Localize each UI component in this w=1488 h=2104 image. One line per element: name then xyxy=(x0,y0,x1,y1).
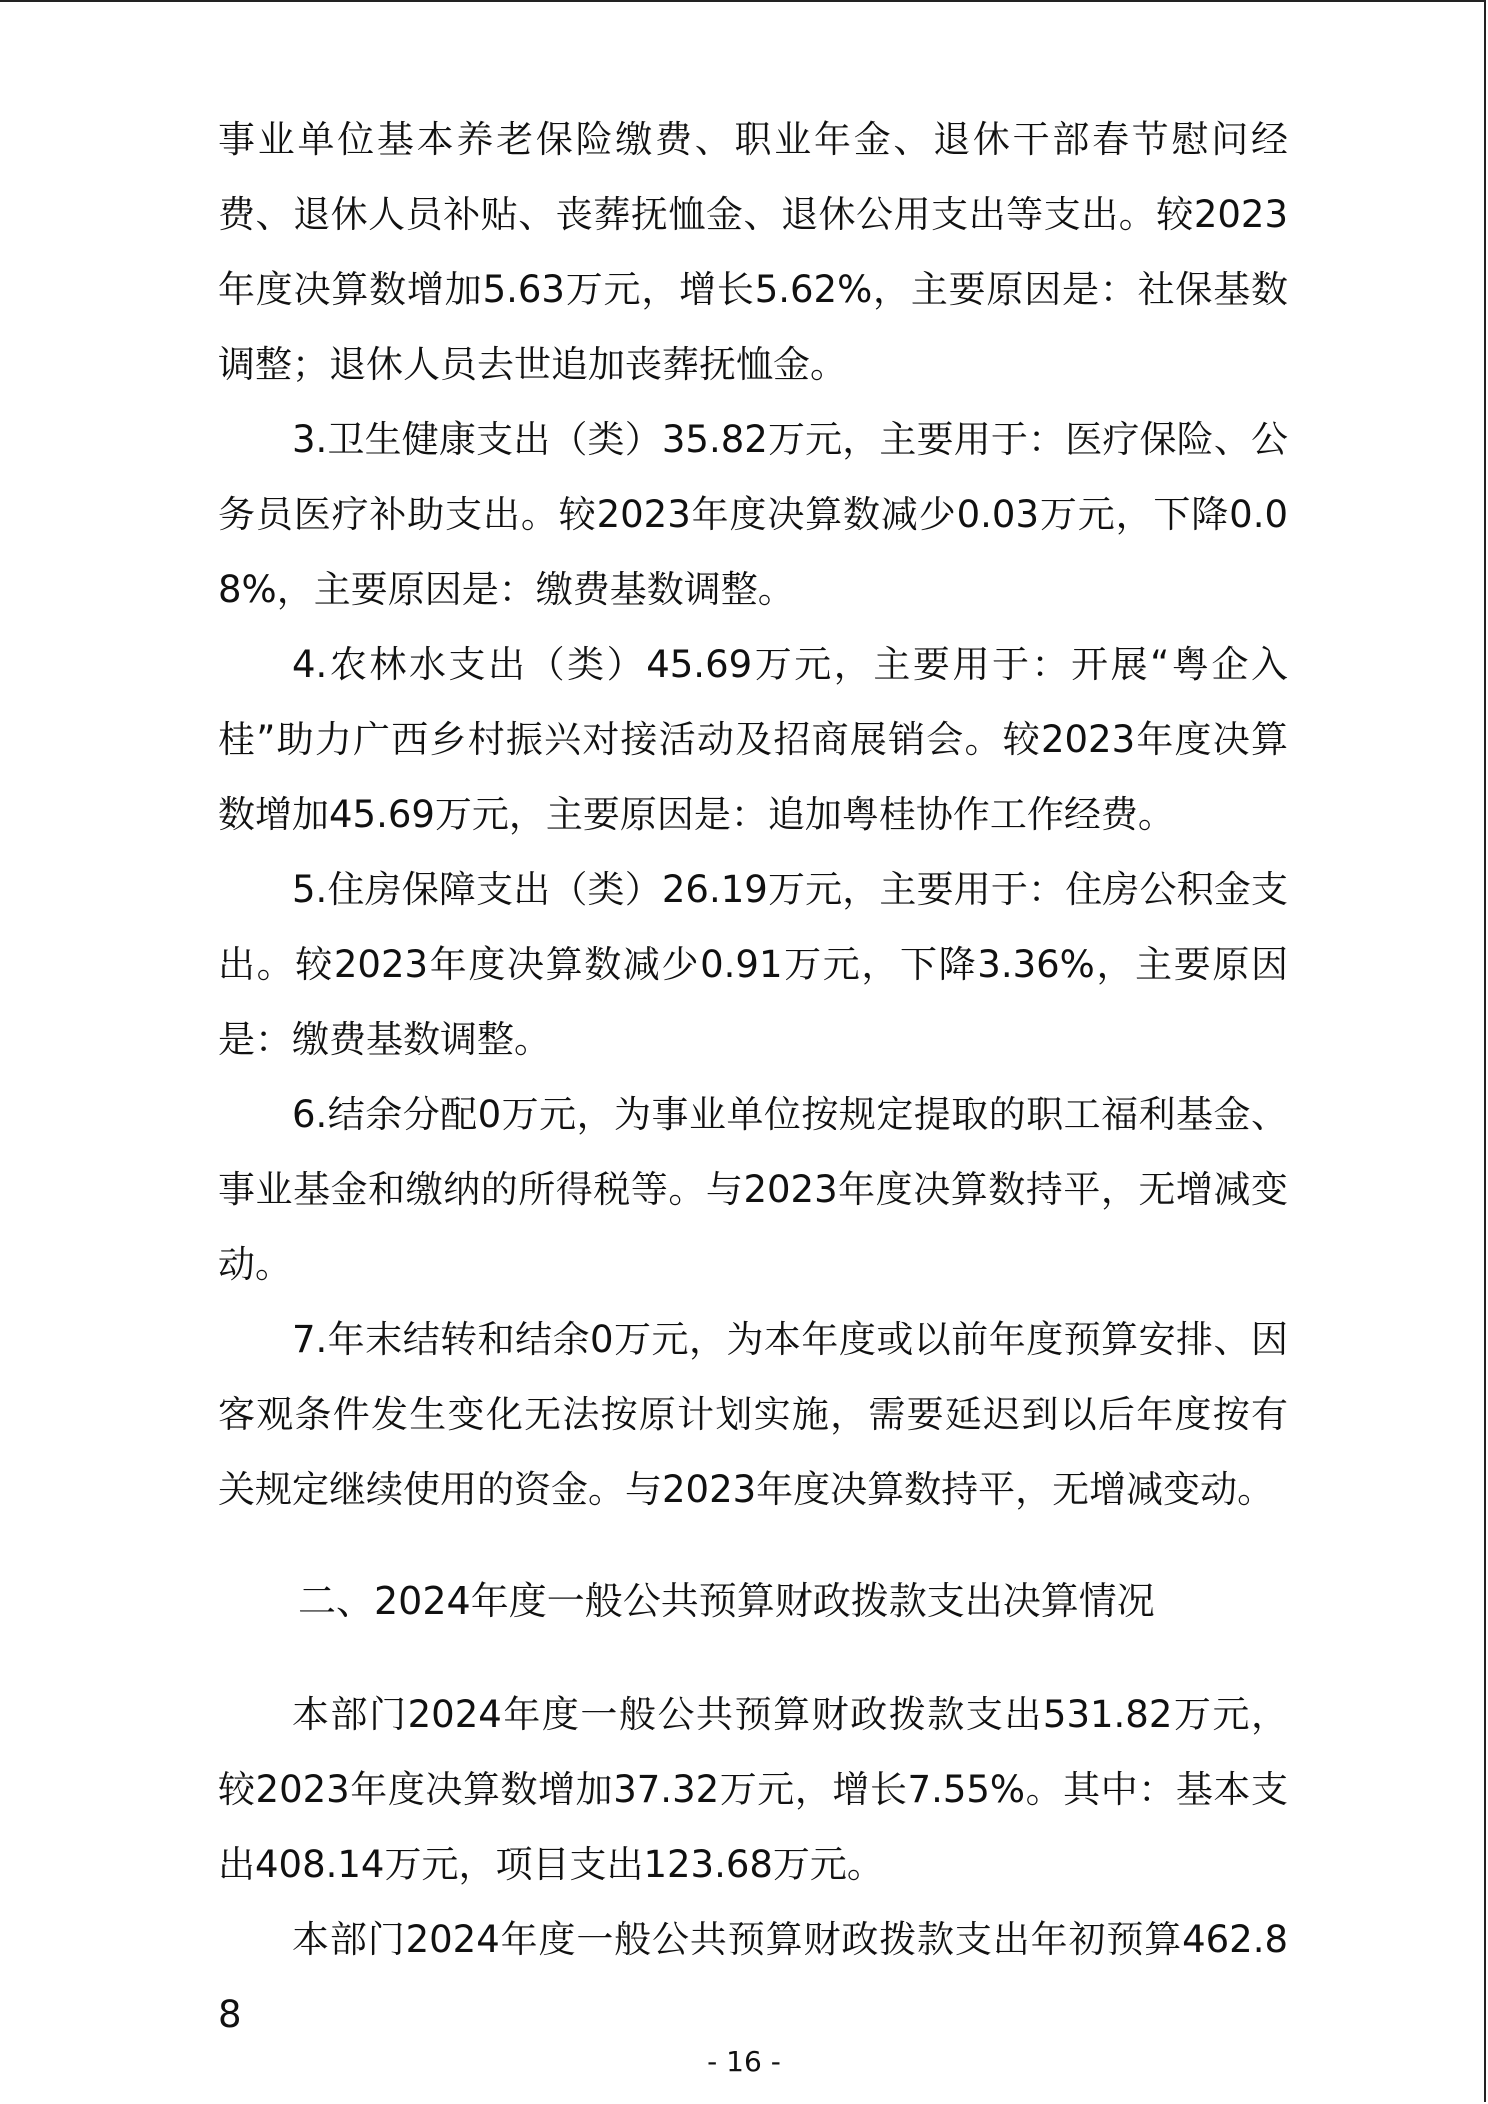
paragraph: 7.年末结转和结余0万元，为本年度或以前年度预算安排、因客观条件发生变化无法按原计划实施，需要延迟到以后年度按有关规定继续使用的资金。与2023年度决算数持平，无增减变动。 xyxy=(218,1318,1288,1511)
paragraph: 本部门2024年度一般公共预算财政拨款支出531.82万元，较2023年度决算数增加37.32万元，增长7.55%。其中：基本支出408.14万元，项目支出123.68万元。 xyxy=(218,1693,1288,1886)
paragraph: 本部门2024年度一般公共预算财政拨款支出年初预算462.88 xyxy=(218,1918,1288,2036)
paragraph: 事业单位基本养老保险缴费、职业年金、退休干部春节慰问经费、退休人员补贴、丧葬抚恤金、退休公用支出等支出。较2023年度决算数增加5.63万元，增长5.62%，主要原因是：社保基数调整；退休人员去世追加丧葬抚恤金。 xyxy=(218,118,1288,386)
general-budget-section xyxy=(218,1677,1288,2052)
paragraph: 4.农林水支出（类）45.69万元，主要用于：开展“粤企入桂”助力广西乡村振兴对接活动及招商展销会。较2023年度决算数增加45.69万元，主要原因是：追加粤桂协作工作经费。 xyxy=(218,643,1288,836)
document-body xyxy=(218,102,1288,2052)
page-number: - 16 - xyxy=(707,2045,781,2078)
paragraph: 3.卫生健康支出（类）35.82万元，主要用于：医疗保险、公务员医疗补助支出。较2023年度决算数减少0.03万元，下降0.08%，主要原因是：缴费基数调整。 xyxy=(218,418,1288,611)
paragraph: 6.结余分配0万元，为事业单位按规定提取的职工福利基金、事业基金和缴纳的所得税等。与2023年度决算数持平，无增减变动。 xyxy=(218,1093,1288,1286)
section-heading: 二、2024年度一般公共预算财政拨款支出决算情况 xyxy=(298,1579,1155,1623)
expenditure-items-section xyxy=(218,102,1288,1527)
paragraph: 5.住房保障支出（类）26.19万元，主要用于：住房公积金支出。较2023年度决算数减少0.91万元，下降3.36%，主要原因是：缴费基数调整。 xyxy=(218,868,1288,1061)
